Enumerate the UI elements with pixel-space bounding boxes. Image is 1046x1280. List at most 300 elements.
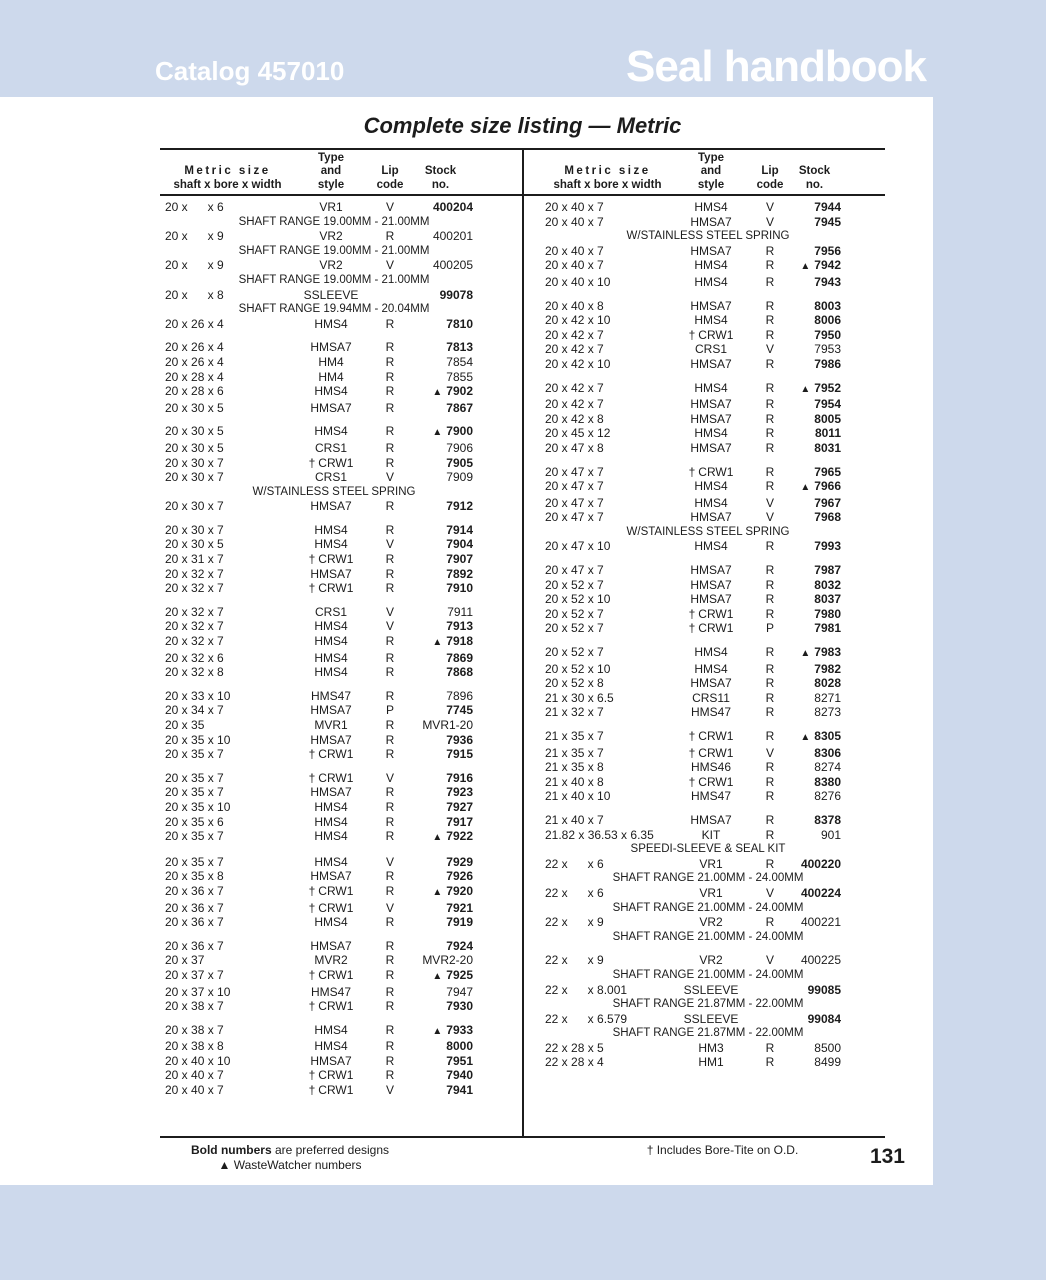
type-label: HMS47: [690, 789, 731, 804]
stock-number: 7909: [446, 470, 473, 485]
size-cell: 20 x 35 x 7: [165, 829, 224, 844]
lip-code-cell: R: [765, 676, 775, 691]
type-label: HMS4: [314, 384, 348, 399]
type-label: SSLEEVE: [683, 1011, 739, 1026]
size-cell: 20 x 42 x 7: [545, 327, 604, 342]
stock-cell: [408, 915, 473, 930]
stock-number: 7913: [446, 619, 473, 634]
type-label: CRW1: [318, 900, 354, 915]
lip-code-cell: V: [385, 258, 394, 273]
type-label: CRW1: [318, 770, 354, 785]
stock-cell: [788, 915, 841, 930]
type-style-header: Type and style: [697, 151, 725, 191]
stock-cell: [408, 703, 473, 718]
type-cell: [290, 401, 372, 416]
type-cell: [670, 275, 752, 290]
table-row: [545, 1041, 841, 1056]
type-label: VR2: [699, 915, 723, 930]
stock-cell: [788, 775, 841, 790]
stock-cell: [408, 401, 473, 416]
type-cell: [290, 605, 372, 620]
stock-number: 7954: [814, 397, 841, 412]
stock-cell: [788, 813, 841, 828]
wastewatcher-triangle-icon: ▲: [800, 648, 811, 660]
stock-number: 7943: [814, 274, 841, 289]
table-row: [165, 605, 473, 620]
metric-size-header: Metric size shaft x bore x width: [173, 165, 282, 191]
type-label: HM4: [318, 354, 344, 369]
table-row: [165, 552, 473, 567]
type-cell: [290, 1039, 372, 1054]
size-cell: 20 x 52 x 8: [545, 676, 604, 691]
stock-number: 7896: [446, 688, 473, 703]
bore-tite-dagger-icon: †: [308, 900, 316, 915]
table-row: [165, 1068, 473, 1083]
type-cell: [670, 441, 752, 456]
size-cell: 20 x 40 x 7: [545, 200, 604, 214]
stock-number: 8306: [814, 745, 841, 760]
type-cell: [290, 470, 372, 485]
stock-cell: [408, 470, 473, 485]
type-label: VR2: [319, 229, 343, 244]
type-cell: [670, 691, 752, 706]
table-row: [165, 634, 473, 651]
lip-code-cell: R: [385, 354, 395, 369]
type-label: HMS4: [314, 1039, 348, 1054]
stock-cell: [408, 815, 473, 830]
type-cell: [670, 705, 752, 720]
type-label: HMSA7: [310, 938, 352, 953]
stock-cell: [408, 968, 473, 985]
lip-code-cell: R: [765, 563, 775, 578]
type-label: HMSA7: [310, 869, 352, 884]
stock-number: 7854: [446, 354, 473, 369]
type-cell: [670, 328, 752, 343]
stock-number: 7944: [814, 200, 841, 214]
stock-cell: [788, 200, 841, 215]
type-cell: [670, 381, 752, 398]
type-cell: [670, 539, 752, 554]
stock-cell: [788, 412, 841, 427]
row-group: [545, 563, 841, 636]
lip-code-cell: R: [765, 856, 775, 871]
type-cell: [670, 729, 752, 746]
stock-number: 7983: [814, 645, 841, 660]
stock-number: 8037: [814, 592, 841, 607]
row-group: [545, 381, 841, 456]
table-row: [165, 581, 473, 596]
type-label: HMS4: [314, 1022, 348, 1037]
type-cell: [670, 412, 752, 427]
row-group: [165, 424, 473, 514]
wastewatcher-footnote: ▲ WasteWatcher numbers: [218, 1158, 362, 1172]
lip-code-cell: R: [385, 229, 395, 244]
bore-tite-dagger-icon: †: [308, 747, 316, 762]
stock-cell: [408, 581, 473, 596]
type-cell: [290, 718, 372, 733]
lip-code-cell: R: [385, 581, 395, 596]
stock-number: 7924: [446, 938, 473, 953]
lip-code-cell: R: [765, 789, 775, 804]
table-row: [165, 869, 473, 884]
type-label: HMS4: [694, 426, 728, 441]
type-cell: [670, 789, 752, 804]
size-cell: 20 x 47 x 7: [545, 495, 604, 510]
type-label: SSLEEVE: [303, 287, 359, 302]
type-cell: [670, 496, 752, 511]
type-cell: [290, 384, 372, 401]
lip-code-cell: R: [385, 718, 395, 732]
table-row: [545, 592, 841, 607]
stock-number: 901: [820, 827, 841, 842]
stock-cell: [408, 370, 473, 385]
table-row: [165, 537, 473, 552]
stock-number: 7910: [446, 581, 473, 596]
table-right-column: [523, 150, 885, 1107]
size-cell: 22 x x 9: [545, 915, 604, 930]
size-cell: 20 x 37 x 10: [165, 984, 231, 999]
stock-number: 8273: [814, 705, 841, 720]
lip-code-cell: R: [765, 760, 775, 775]
lip-code-cell: R: [765, 440, 775, 455]
stock-number: 7813: [446, 340, 473, 355]
bore-tite-dagger-icon: †: [308, 1083, 316, 1098]
stock-no-header: Stock no.: [798, 165, 831, 191]
type-cell: [290, 424, 372, 441]
table-row: [165, 901, 473, 916]
size-cell: 20 x 52 x 7: [545, 606, 604, 621]
type-label: HMSA7: [310, 400, 352, 415]
stock-cell: [788, 607, 841, 622]
type-label: VR1: [699, 885, 723, 900]
type-label: HMS4: [694, 479, 728, 494]
lip-code-cell: R: [385, 915, 395, 930]
table-row: [545, 357, 841, 372]
type-label: HMS4: [694, 495, 728, 510]
type-cell: [670, 983, 752, 998]
type-label: HMSA7: [310, 703, 352, 718]
lip-code-cell: R: [765, 539, 775, 554]
type-cell: [670, 760, 752, 775]
type-style-header: Type and style: [317, 151, 345, 191]
bore-tite-dagger-icon: †: [308, 967, 316, 982]
lip-code-cell: V: [765, 200, 774, 214]
stock-number: 7968: [814, 510, 841, 525]
type-label: HMS4: [694, 539, 728, 554]
table-row: [545, 746, 841, 761]
lip-code-cell: R: [385, 665, 395, 680]
size-cell: 22 x x 8.001: [545, 982, 628, 997]
stock-cell: [788, 886, 841, 901]
table-row: [545, 983, 841, 998]
stock-number: 7993: [814, 539, 841, 554]
stock-number: 8011: [814, 426, 841, 441]
type-label: HMS4: [314, 522, 348, 537]
stock-cell: [408, 953, 473, 968]
table-row: [545, 397, 841, 412]
size-cell: 20 x 40 x 7: [165, 1083, 224, 1098]
size-cell: 20 x 38 x 7: [165, 999, 224, 1014]
type-label: CRW1: [698, 774, 734, 789]
size-cell: 20 x 28 x 4: [165, 369, 224, 384]
wastewatcher-triangle-icon: ▲: [432, 1025, 443, 1037]
stock-number: 8000: [446, 1039, 473, 1054]
stock-number: 7950: [814, 327, 841, 342]
table-row: [165, 258, 473, 273]
stock-number: 7810: [446, 316, 473, 331]
lip-code-cell: V: [765, 214, 774, 229]
type-label: HMS4: [694, 380, 728, 395]
size-cell: 20 x 42 x 7: [545, 342, 604, 357]
type-cell: [290, 258, 372, 273]
wastewatcher-triangle-icon: ▲: [800, 383, 811, 395]
note-row: W/STAINLESS STEEL SPRING: [252, 485, 416, 498]
lip-code-cell: R: [765, 690, 775, 705]
type-cell: [290, 985, 372, 1000]
stock-number: 8499: [814, 1055, 841, 1070]
bore-tite-dagger-icon: †: [688, 745, 696, 760]
lip-code-cell: R: [765, 479, 775, 494]
lip-code-cell: R: [385, 747, 395, 762]
lip-code-cell: R: [385, 732, 395, 747]
table-row: [545, 328, 841, 343]
size-cell: 20 x 42 x 7: [545, 397, 604, 412]
lip-code-cell: R: [765, 606, 775, 621]
size-cell: 20 x 36 x 7: [165, 883, 224, 898]
size-cell: 20 x 36 x 7: [165, 938, 224, 953]
catalog-number-label: Catalog 457010: [155, 56, 345, 86]
table-row: [165, 470, 473, 485]
stock-cell: [408, 939, 473, 954]
size-cell: 21 x 32 x 7: [545, 705, 604, 720]
type-label: HMS4: [314, 665, 348, 680]
bore-tite-dagger-icon: †: [688, 327, 696, 342]
lip-code-cell: R: [385, 400, 395, 415]
stock-number: 7945: [814, 214, 841, 229]
note-row: SHAFT RANGE 21.00MM - 24.00MM: [612, 968, 804, 981]
stock-cell: [408, 855, 473, 870]
stock-number: 8380: [814, 774, 841, 789]
type-label: HMS4: [694, 274, 728, 289]
lip-code-cell: R: [765, 274, 775, 289]
stock-cell: [788, 621, 841, 636]
table-row: [165, 733, 473, 748]
size-cell: 20 x 40 x 8: [545, 298, 604, 313]
type-cell: [290, 1023, 372, 1040]
wastewatcher-triangle-icon: ▲: [432, 970, 443, 982]
type-label: HMS4: [694, 258, 728, 273]
note-row: SHAFT RANGE 21.87MM - 22.00MM: [612, 1027, 804, 1040]
lip-code-cell: [752, 983, 788, 998]
type-label: HMSA7: [690, 440, 732, 455]
size-cell: 20 x 32 x 6: [165, 650, 224, 665]
stock-number: 7745: [446, 703, 473, 718]
type-label: HMSA7: [690, 676, 732, 691]
table-row: [545, 1055, 841, 1070]
type-cell: [290, 619, 372, 634]
type-cell: [670, 563, 752, 578]
stock-number: 7965: [814, 464, 841, 479]
size-cell: 20 x 30 x 5: [165, 424, 224, 439]
lip-code-cell: R: [385, 829, 395, 844]
type-label: VR1: [319, 200, 343, 214]
lip-code-cell: R: [765, 464, 775, 479]
lip-code-cell: R: [765, 356, 775, 371]
table-row: [165, 953, 473, 968]
lip-code-cell: R: [385, 1053, 395, 1068]
type-cell: [670, 215, 752, 230]
lip-code-cell: V: [385, 537, 394, 552]
column-headers: [165, 150, 473, 195]
lip-code-cell: R: [765, 258, 775, 273]
stock-cell: [408, 537, 473, 552]
stock-cell: [408, 424, 473, 441]
table-row: [165, 939, 473, 954]
size-cell: 20 x 47 x 8: [545, 440, 604, 455]
stock-cell: [408, 634, 473, 651]
type-label: HMS4: [694, 661, 728, 676]
lip-code-cell: R: [765, 411, 775, 426]
lip-code-cell: V: [765, 495, 774, 510]
lip-code-cell: R: [385, 785, 395, 800]
type-label: HMS4: [314, 537, 348, 552]
lip-code-cell: R: [765, 327, 775, 342]
note-row: SHAFT RANGE 19.00MM - 21.00MM: [238, 215, 430, 228]
lip-code-cell: R: [385, 688, 395, 703]
stock-number: 7917: [446, 814, 473, 829]
type-cell: [290, 288, 372, 303]
size-cell: 21 x 40 x 8: [545, 774, 604, 789]
size-cell: 20 x 30 x 7: [165, 522, 224, 537]
type-cell: [670, 1055, 752, 1070]
table-row: [165, 401, 473, 416]
stock-cell: [408, 785, 473, 800]
stock-cell: [788, 539, 841, 554]
table-row: [545, 578, 841, 593]
stock-number: 7921: [446, 900, 473, 915]
table-row: [165, 703, 473, 718]
stock-number: 8032: [814, 577, 841, 592]
size-cell: 20 x 35 x 10: [165, 732, 231, 747]
bore-tite-dagger-icon: †: [308, 581, 316, 596]
size-cell: 20 x 45 x 12: [545, 426, 611, 441]
bore-tite-dagger-icon: †: [308, 999, 316, 1014]
row-group: [545, 813, 841, 944]
type-label: HMS4: [314, 316, 348, 331]
type-label: CRW1: [318, 552, 354, 567]
lip-code-cell: R: [385, 999, 395, 1014]
size-cell: 20 x 32 x 7: [165, 619, 224, 634]
size-cell: 20 x 33 x 10: [165, 688, 231, 703]
stock-cell: [788, 983, 841, 998]
size-cell: 20 x 35 x 10: [165, 799, 231, 814]
type-label: HM1: [698, 1055, 724, 1070]
size-cell: 20 x 52 x 7: [545, 621, 604, 636]
stock-no-header: Stock no.: [424, 165, 457, 191]
lip-code-cell: R: [765, 426, 775, 441]
stock-number: 400205: [432, 258, 473, 273]
table-row: [545, 645, 841, 662]
table-row: [165, 200, 473, 215]
stock-cell: [788, 705, 841, 720]
size-cell: 20 x 32 x 7: [165, 634, 224, 649]
table-row: [545, 813, 841, 828]
table-row: [165, 1083, 473, 1098]
table-left-column: [160, 150, 523, 1107]
stock-number: 7916: [446, 770, 473, 785]
row-group: [165, 939, 473, 1014]
table-row: [545, 215, 841, 230]
stock-number: 8500: [814, 1040, 841, 1055]
stock-cell: [788, 496, 841, 511]
type-cell: [670, 813, 752, 828]
table-row: [545, 775, 841, 790]
type-label: HMSA7: [690, 243, 732, 258]
lip-code-cell: R: [385, 566, 395, 581]
type-cell: [290, 901, 372, 916]
type-cell: [290, 855, 372, 870]
size-cell: 22 x 28 x 4: [545, 1055, 604, 1070]
row-group: [545, 953, 841, 1070]
type-cell: [290, 747, 372, 762]
stock-number: 7956: [814, 243, 841, 258]
lip-code-cell: R: [385, 455, 395, 470]
stock-cell: [408, 747, 473, 762]
type-label: HMSA7: [310, 1053, 352, 1068]
stock-cell: [788, 645, 841, 662]
stock-cell: [788, 328, 841, 343]
type-cell: [290, 317, 372, 332]
table-row: [165, 1023, 473, 1040]
type-label: CRS1: [694, 342, 727, 357]
stock-cell: [408, 340, 473, 355]
type-cell: [670, 857, 752, 872]
stock-cell: [408, 651, 473, 666]
lip-code-cell: V: [385, 619, 394, 634]
stock-cell: [408, 288, 473, 303]
table-row: [165, 665, 473, 680]
type-cell: [670, 465, 752, 480]
size-cell: 21.82 x 36.53 x 6.35: [545, 827, 654, 842]
stock-cell: [408, 771, 473, 786]
table-row: [545, 510, 841, 525]
type-label: HMS4: [694, 313, 728, 328]
size-cell: 20 x 52 x 7: [545, 645, 604, 660]
type-cell: [290, 968, 372, 985]
stock-number: 8378: [814, 812, 841, 827]
row-group: [545, 299, 841, 372]
stock-number: 7987: [814, 563, 841, 578]
stock-number: 7892: [446, 566, 473, 581]
row-group: [165, 771, 473, 846]
type-cell: [290, 915, 372, 930]
stock-number: 7900: [446, 424, 473, 439]
stock-cell: [408, 523, 473, 538]
stock-number: 7940: [446, 1068, 473, 1083]
lip-code-cell: P: [765, 621, 774, 636]
type-cell: [670, 510, 752, 525]
size-cell: 20 x 26 x 4: [165, 316, 224, 331]
type-label: HMS4: [314, 829, 348, 844]
size-cell: 22 x x 9: [545, 953, 604, 968]
type-cell: [290, 552, 372, 567]
lip-code-cell: R: [385, 522, 395, 537]
stock-cell: [408, 552, 473, 567]
stock-number: 8271: [814, 690, 841, 705]
type-cell: [670, 479, 752, 496]
type-cell: [290, 1068, 372, 1083]
type-cell: [290, 499, 372, 514]
